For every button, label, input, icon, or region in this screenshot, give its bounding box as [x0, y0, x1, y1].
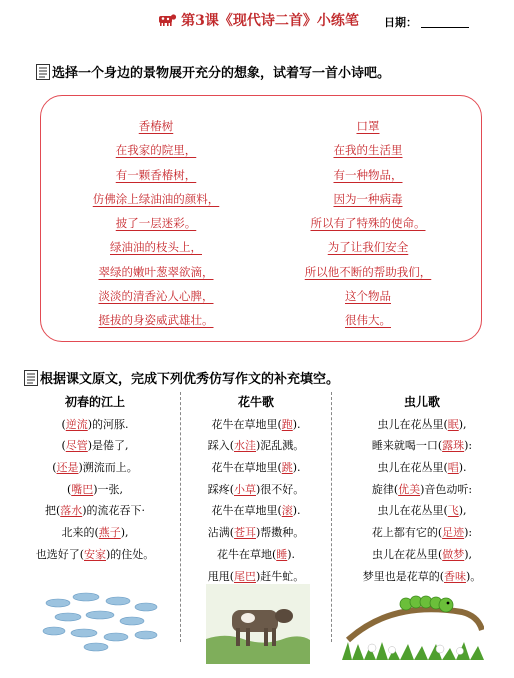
poem-line: 所以他不断的帮助我们， [304, 264, 432, 279]
poem-right-title: 口罩 [356, 119, 380, 133]
poem-column-chonger [334, 392, 510, 587]
poem-line: 淡淡的清香沁人心脾， [98, 289, 214, 304]
poem-text: ), [464, 547, 473, 561]
fill-in-answer: 落水 [60, 504, 83, 518]
poem-box [40, 95, 482, 342]
fish-school-image [38, 585, 166, 655]
poem-text: 踩入( [207, 439, 234, 453]
poem-text: )的住处。 [106, 547, 155, 561]
fill-in-answer: 燕子 [98, 526, 121, 540]
poem-text: )的河豚. [87, 417, 129, 431]
poem-text: 甩甩( [207, 569, 234, 583]
fill-in-answer: 眠 [447, 417, 459, 431]
cow-image [206, 584, 310, 664]
fill-in-answer: 尾巴 [234, 569, 256, 583]
document-icon [24, 370, 38, 386]
poem-line: 有一种物品， [333, 167, 403, 182]
title-text: 第3课《现代诗二首》小练笔 [181, 13, 359, 29]
poem-left [61, 114, 251, 333]
poem-column-chuchun [12, 392, 178, 566]
poem-text: )泥乱溅。 [256, 439, 305, 453]
poem-title: 花牛歌 [237, 395, 274, 409]
poem-text: 花牛在草地里( [211, 461, 282, 475]
poem-text: ): [464, 439, 473, 453]
poem-line: 有一颗香椿树， [115, 167, 197, 182]
fill-in-answer: 还是 [56, 461, 79, 475]
poem-line: 这个物品 [345, 289, 391, 304]
poem-text: )的流花吞下· [82, 504, 146, 518]
section1-prompt [36, 62, 506, 81]
fill-in-answer: 足迹 [442, 526, 465, 540]
poem-line [183, 500, 329, 522]
date-label: 日期： [384, 16, 417, 29]
poem-line [183, 479, 329, 501]
poem-text: ( [61, 417, 66, 431]
poem-text: 把( [44, 504, 61, 518]
fill-in-answer: 水洼 [234, 439, 256, 453]
fill-in-answer: 逆流 [65, 417, 88, 431]
poem-text: ): [464, 526, 473, 540]
section2-prompt [24, 368, 494, 387]
poem-text: 北来的( [61, 526, 99, 540]
fill-in-answer: 苍耳 [234, 526, 256, 540]
poem-line [183, 457, 329, 479]
column-divider [331, 392, 332, 642]
poem-text: 旋律( [371, 482, 399, 496]
poem-line: 因为一种病毒 [333, 191, 403, 206]
poem-line [12, 479, 178, 501]
poem-column-huaniu [183, 392, 329, 587]
poem-text: 虫儿在花丛里( [377, 461, 448, 475]
poem-text: 花牛在草地里( [211, 417, 282, 431]
date-field [384, 14, 469, 30]
poem-text: ). [458, 461, 467, 475]
poem-text: 也选好了( [35, 547, 84, 561]
poem-text: )很不好。 [256, 482, 305, 496]
poem-text: )音色动听: [420, 482, 473, 496]
poem-text: )帮擞种。 [256, 526, 305, 540]
fill-in-answer: 尽管 [65, 439, 88, 453]
cow-icon [155, 13, 177, 27]
poem-line [12, 500, 178, 522]
poem-text: )是倦了, [87, 439, 129, 453]
poem-line [12, 414, 178, 436]
fill-in-answer: 飞 [447, 504, 459, 518]
poem-line [183, 544, 329, 566]
poem-line [183, 414, 329, 436]
poem-line [12, 435, 178, 457]
poem-line [334, 544, 510, 566]
poem-text: 花牛在草地里( [211, 504, 282, 518]
poem-text: ), [458, 504, 467, 518]
poem-line: 绿油油的枝头上， [110, 240, 202, 255]
section2-prompt-text: 根据课文原文，完成下列优秀仿写作文的补充填空。 [40, 372, 340, 387]
poem-text: ). [292, 417, 301, 431]
poem-text: 沾满( [207, 526, 234, 540]
poem-line [334, 522, 510, 544]
document-icon [36, 64, 50, 80]
poem-text: ), [458, 417, 467, 431]
poem-text: ( [52, 461, 57, 475]
poem-title: 初春的江上 [64, 395, 125, 409]
fill-in-answer: 安家 [84, 547, 106, 561]
poem-line [334, 414, 510, 436]
poem-title: 虫儿歌 [403, 395, 440, 409]
fill-in-answer: 香味 [444, 569, 466, 583]
poem-line [12, 544, 178, 566]
fill-in-answer: 做梦 [442, 547, 465, 561]
fill-in-answer: 嘴巴 [71, 482, 94, 496]
poem-text: ), [120, 526, 129, 540]
caterpillar-image [342, 582, 484, 660]
poem-text: )赶牛虻。 [256, 569, 305, 583]
poem-line: 披了一层迷彩。 [115, 216, 197, 231]
date-blank[interactable] [421, 17, 469, 28]
fill-in-answer: 跑 [281, 417, 293, 431]
poem-line [183, 522, 329, 544]
poem-text: )。 [466, 569, 482, 583]
poem-line: 为了让我们安全 [327, 240, 409, 255]
poem-text: 踩疼( [207, 482, 234, 496]
poem-text: )一张, [93, 482, 124, 496]
poem-text: 梦里也是花草的( [362, 569, 444, 583]
poem-line: 很伟大。 [345, 313, 391, 328]
poem-text: ( [66, 482, 72, 496]
section1-prompt-text: 选择一个身边的景物展开充分的想象，试着写一首小诗吧。 [52, 66, 391, 81]
poem-line: 挺拔的身姿威武雄壮。 [98, 313, 214, 328]
poem-text: 虫儿在花丛里( [377, 504, 448, 518]
poem-text: ). [292, 504, 301, 518]
poem-line: 在我的生活里 [333, 143, 403, 158]
poem-line [334, 500, 510, 522]
poem-text: 睡来就喝一口( [371, 439, 443, 453]
poem-text: ( [61, 439, 66, 453]
poem-right [273, 114, 463, 333]
fill-in-answer: 唱 [447, 461, 459, 475]
poem-line [334, 435, 510, 457]
poem-line: 在我家的院里， [115, 143, 197, 158]
poem-text: )溯流而上。 [78, 461, 138, 475]
poem-text: 虫儿在花丛里( [371, 547, 443, 561]
column-divider [180, 392, 181, 642]
poem-line [12, 457, 178, 479]
poem-text: 虫儿在花丛里( [377, 417, 448, 431]
fill-in-answer: 优美 [398, 482, 421, 496]
fill-in-answer: 跳 [281, 461, 293, 475]
poem-line [334, 479, 510, 501]
poem-line: 所以有了特殊的使命。 [310, 216, 426, 231]
poem-text: 花牛在草地( [216, 547, 277, 561]
poem-line [12, 522, 178, 544]
poem-text: ). [292, 461, 301, 475]
poem-line [183, 435, 329, 457]
fill-in-answer: 露珠 [442, 439, 465, 453]
fill-in-answer: 滚 [281, 504, 293, 518]
poem-text: ). [287, 547, 296, 561]
poem-line: 仿佛涂上绿油油的颜料， [92, 191, 220, 206]
poem-left-title: 香椿树 [138, 119, 174, 133]
fill-in-answer: 小草 [234, 482, 256, 496]
poem-line [334, 457, 510, 479]
fill-in-answer: 睡 [276, 547, 288, 561]
poem-line: 翠绿的嫩叶葱翠欲滴， [98, 264, 214, 279]
poem-text: 花上都有它的( [371, 526, 443, 540]
